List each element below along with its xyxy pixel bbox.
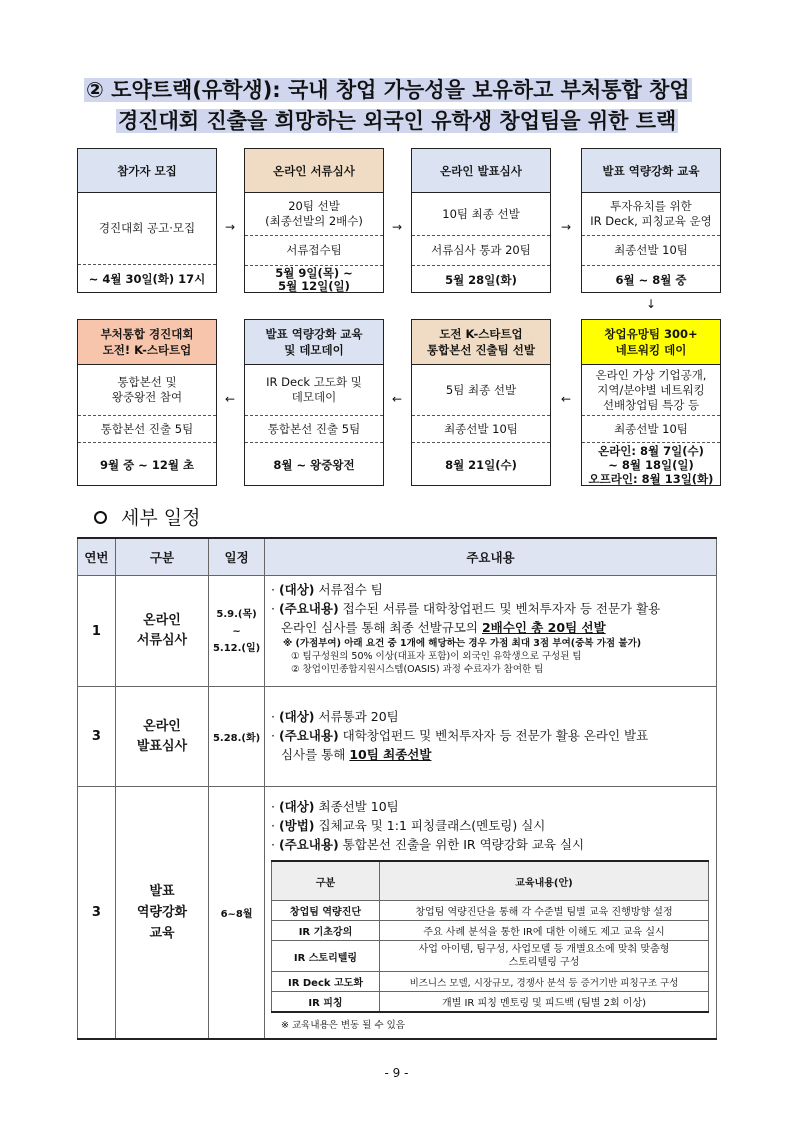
- inner-header-row: [271, 861, 708, 901]
- inner-row: [271, 972, 708, 992]
- flow-step-networking-day: [581, 319, 721, 486]
- row-number: 3: [78, 787, 116, 1040]
- row-content: [264, 687, 716, 787]
- content-line: · (대상) 서류통과 20팀: [270, 709, 399, 724]
- row-content: [264, 576, 716, 687]
- content-line: · (대상) 서류접수 팀: [270, 582, 383, 597]
- row-content: [264, 787, 716, 1040]
- flow-step-competition: [77, 319, 217, 486]
- inner-cell-key: IR 기초강의: [271, 921, 379, 941]
- content-line: · (대상) 최종선발 10팀: [270, 799, 399, 814]
- inner-cell-value: 창업팀 역량진단을 통해 각 수준별 팀별 교육 진행방향 설정: [379, 901, 708, 921]
- flow-step-cell: 최종선발 10팀: [412, 416, 550, 443]
- content-line: · (주요내용) 접수된 서류를 대학창업펀드 및 벤처투자자 등 전문가 활용: [270, 601, 661, 616]
- inner-cell-key: IR Deck 고도화: [271, 972, 379, 992]
- column-header: 구분: [115, 538, 208, 576]
- note-line: ① 팀구성원의 50% 이상(대표자 포함)이 외국인 유학생으로 구성된 팀: [290, 651, 582, 662]
- flow-step-finalist-selection: [411, 319, 551, 486]
- education-table: [271, 860, 709, 1013]
- arrow-left-icon: ←: [224, 392, 236, 406]
- column-header: 주요내용: [264, 538, 716, 576]
- row-number: 3: [78, 687, 116, 787]
- note-line: ※ (가점부여) 아래 요건 중 1개에 해당하는 경우 가점 최대 3점 부여(중복 가점 불가): [282, 638, 642, 649]
- table-row: [78, 576, 717, 687]
- inner-row: [271, 941, 708, 972]
- section-heading: 세부 일정: [94, 503, 200, 530]
- flow-step-date: 6월 ~ 8월 중: [615, 272, 687, 287]
- flow-step-presentation-review: [411, 148, 551, 293]
- flow-step-date: 9월 중 ~ 12월 초: [99, 457, 195, 472]
- flow-step-header: 온라인 발표심사: [412, 149, 550, 193]
- column-header: 구분: [271, 861, 379, 901]
- page-number: - 9 -: [384, 1066, 409, 1080]
- arrow-left-icon: ←: [391, 392, 403, 406]
- flow-step-cell: 서류심사 통과 20팀: [412, 236, 550, 266]
- table-header-row: [78, 538, 717, 576]
- schedule-table: [77, 537, 717, 1040]
- inner-cell-key: IR 피칭: [271, 992, 379, 1013]
- arrow-down-icon: ↓: [645, 297, 657, 311]
- arrow-right-icon: →: [391, 220, 403, 234]
- content-line: · (주요내용) 통합본선 진출을 위한 IR 역량강화 교육 실시: [270, 837, 585, 852]
- flow-step-header: 발표 역량강화 교육 및 데모데이: [245, 320, 383, 365]
- flow-step-cell: 5팀 최종 선발: [412, 365, 550, 416]
- flow-step-cell: 온라인 가상 기업공개, 지역/분야별 네트워킹 선배창업팀 특강 등: [582, 365, 720, 416]
- page-title-line1: ② 도약트랙(유학생): 국내 창업 가능성을 보유하고 부처통합 창업: [86, 78, 690, 102]
- flow-step-header: 부처통합 경진대회 도전! K-스타트업: [78, 320, 216, 365]
- inner-cell-value: 개별 IR 피칭 멘토링 및 피드백 (팀별 2회 이상): [379, 992, 708, 1013]
- inner-row: [271, 992, 708, 1013]
- flow-step-cell: 경진대회 공고·모집: [78, 193, 216, 265]
- row-date: 6~8월: [209, 787, 265, 1040]
- row-category: 온라인 발표심사: [115, 687, 208, 787]
- row-date: 5.28.(화): [209, 687, 265, 787]
- inner-row: [271, 921, 708, 941]
- row-category: 온라인 서류심사: [115, 576, 208, 687]
- note-line: ※ 교육내용은 변동 될 수 있음: [280, 1020, 405, 1031]
- flow-step-cell: 통합본선 진출 5팀: [78, 416, 216, 443]
- flow-step-cell: 투자유치를 위한 IR Deck, 피칭교육 운영: [582, 193, 720, 236]
- row-number: 1: [78, 576, 116, 687]
- flow-step-header: 참가자 모집: [78, 149, 216, 193]
- inner-row: [271, 901, 708, 921]
- flow-step-cell: 20팀 선발 (최종선발의 2배수): [245, 193, 383, 236]
- flow-step-cell: IR Deck 고도화 및 데모데이: [245, 365, 383, 416]
- arrow-right-icon: →: [224, 220, 236, 234]
- flow-step-date: 5월 9일(목) ~ 5월 12일(일): [275, 266, 353, 293]
- circle-bullet-icon: [94, 511, 107, 524]
- inner-cell-key: 창업팀 역량진단: [271, 901, 379, 921]
- flow-step-date: 8월 ~ 왕중왕전: [273, 457, 355, 472]
- flow-step-doc-review: [244, 148, 384, 293]
- flow-step-cell: 최종선발 10팀: [582, 416, 720, 443]
- column-header: 일정: [209, 538, 265, 576]
- flow-step-demoday: [244, 319, 384, 486]
- content-line: · (주요내용) 대학창업펀드 및 벤처투자자 등 전문가 활용 온라인 발표: [270, 728, 649, 743]
- page-title-line2: 경진대회 진출을 희망하는 외국인 유학생 창업팀을 위한 트랙: [118, 109, 677, 133]
- column-header: 연번: [78, 538, 116, 576]
- content-line: 온라인 심사를 통해 최종 선발규모의 2배수인 총 20팀 선발: [280, 620, 606, 635]
- inner-cell-key: IR 스토리텔링: [271, 941, 379, 972]
- flow-step-cell: 최종선발 10팀: [582, 236, 720, 266]
- table-row: [78, 787, 717, 1040]
- flow-step-date: ~ 4월 30일(화) 17시: [88, 271, 206, 286]
- content-line: · (방법) 집체교육 및 1:1 피칭클래스(멘토링) 실시: [270, 818, 546, 833]
- content-line: 심사를 통해 10팀 최종선발: [280, 747, 432, 762]
- arrow-left-icon: ←: [560, 392, 572, 406]
- arrow-right-icon: →: [560, 220, 572, 234]
- row-date: 5.9.(목) ~ 5.12.(일): [209, 576, 265, 687]
- flow-step-cell: 10팀 최종 선발: [412, 193, 550, 236]
- note-line: ② 창업이민종합지원시스템(OASIS) 과정 수료자가 참여한 팀: [290, 664, 544, 675]
- inner-cell-value: 사업 아이템, 팀구성, 사업모델 등 개별요소에 맞춰 맞춤형 스토리텔링 구성: [379, 941, 708, 972]
- flow-step-cell: 서류접수팀: [245, 236, 383, 266]
- table-row: [78, 687, 717, 787]
- flow-step-date: 온라인: 8월 7일(수) ~ 8월 18일(일) 오프라인: 8월 13일(화): [588, 444, 714, 486]
- flow-step-cell: 통합본선 및 왕중왕전 참여: [78, 365, 216, 416]
- flow-step-date: 5월 28일(화): [445, 272, 517, 287]
- row-category: 발표 역량강화 교육: [115, 787, 208, 1040]
- flow-step-date: 8월 21일(수): [445, 457, 517, 472]
- flow-step-cell: 통합본선 진출 5팀: [245, 416, 383, 443]
- inner-cell-value: 비즈니스 모델, 시장규모, 경쟁사 분석 등 증거기반 피칭구조 구성: [379, 972, 708, 992]
- flow-step-header: 도전 K-스타트업 통합본선 진출팀 선발: [412, 320, 550, 365]
- flow-step-education: [581, 148, 721, 293]
- inner-cell-value: 주요 사례 분석을 통한 IR에 대한 이해도 제고 교육 실시: [379, 921, 708, 941]
- flow-step-recruit: [77, 148, 217, 293]
- flow-step-header: 발표 역량강화 교육: [582, 149, 720, 193]
- flow-step-header: 온라인 서류심사: [245, 149, 383, 193]
- column-header: 교육내용(안): [379, 861, 708, 901]
- flow-step-header: 창업유망팀 300+ 네트워킹 데이: [582, 320, 720, 365]
